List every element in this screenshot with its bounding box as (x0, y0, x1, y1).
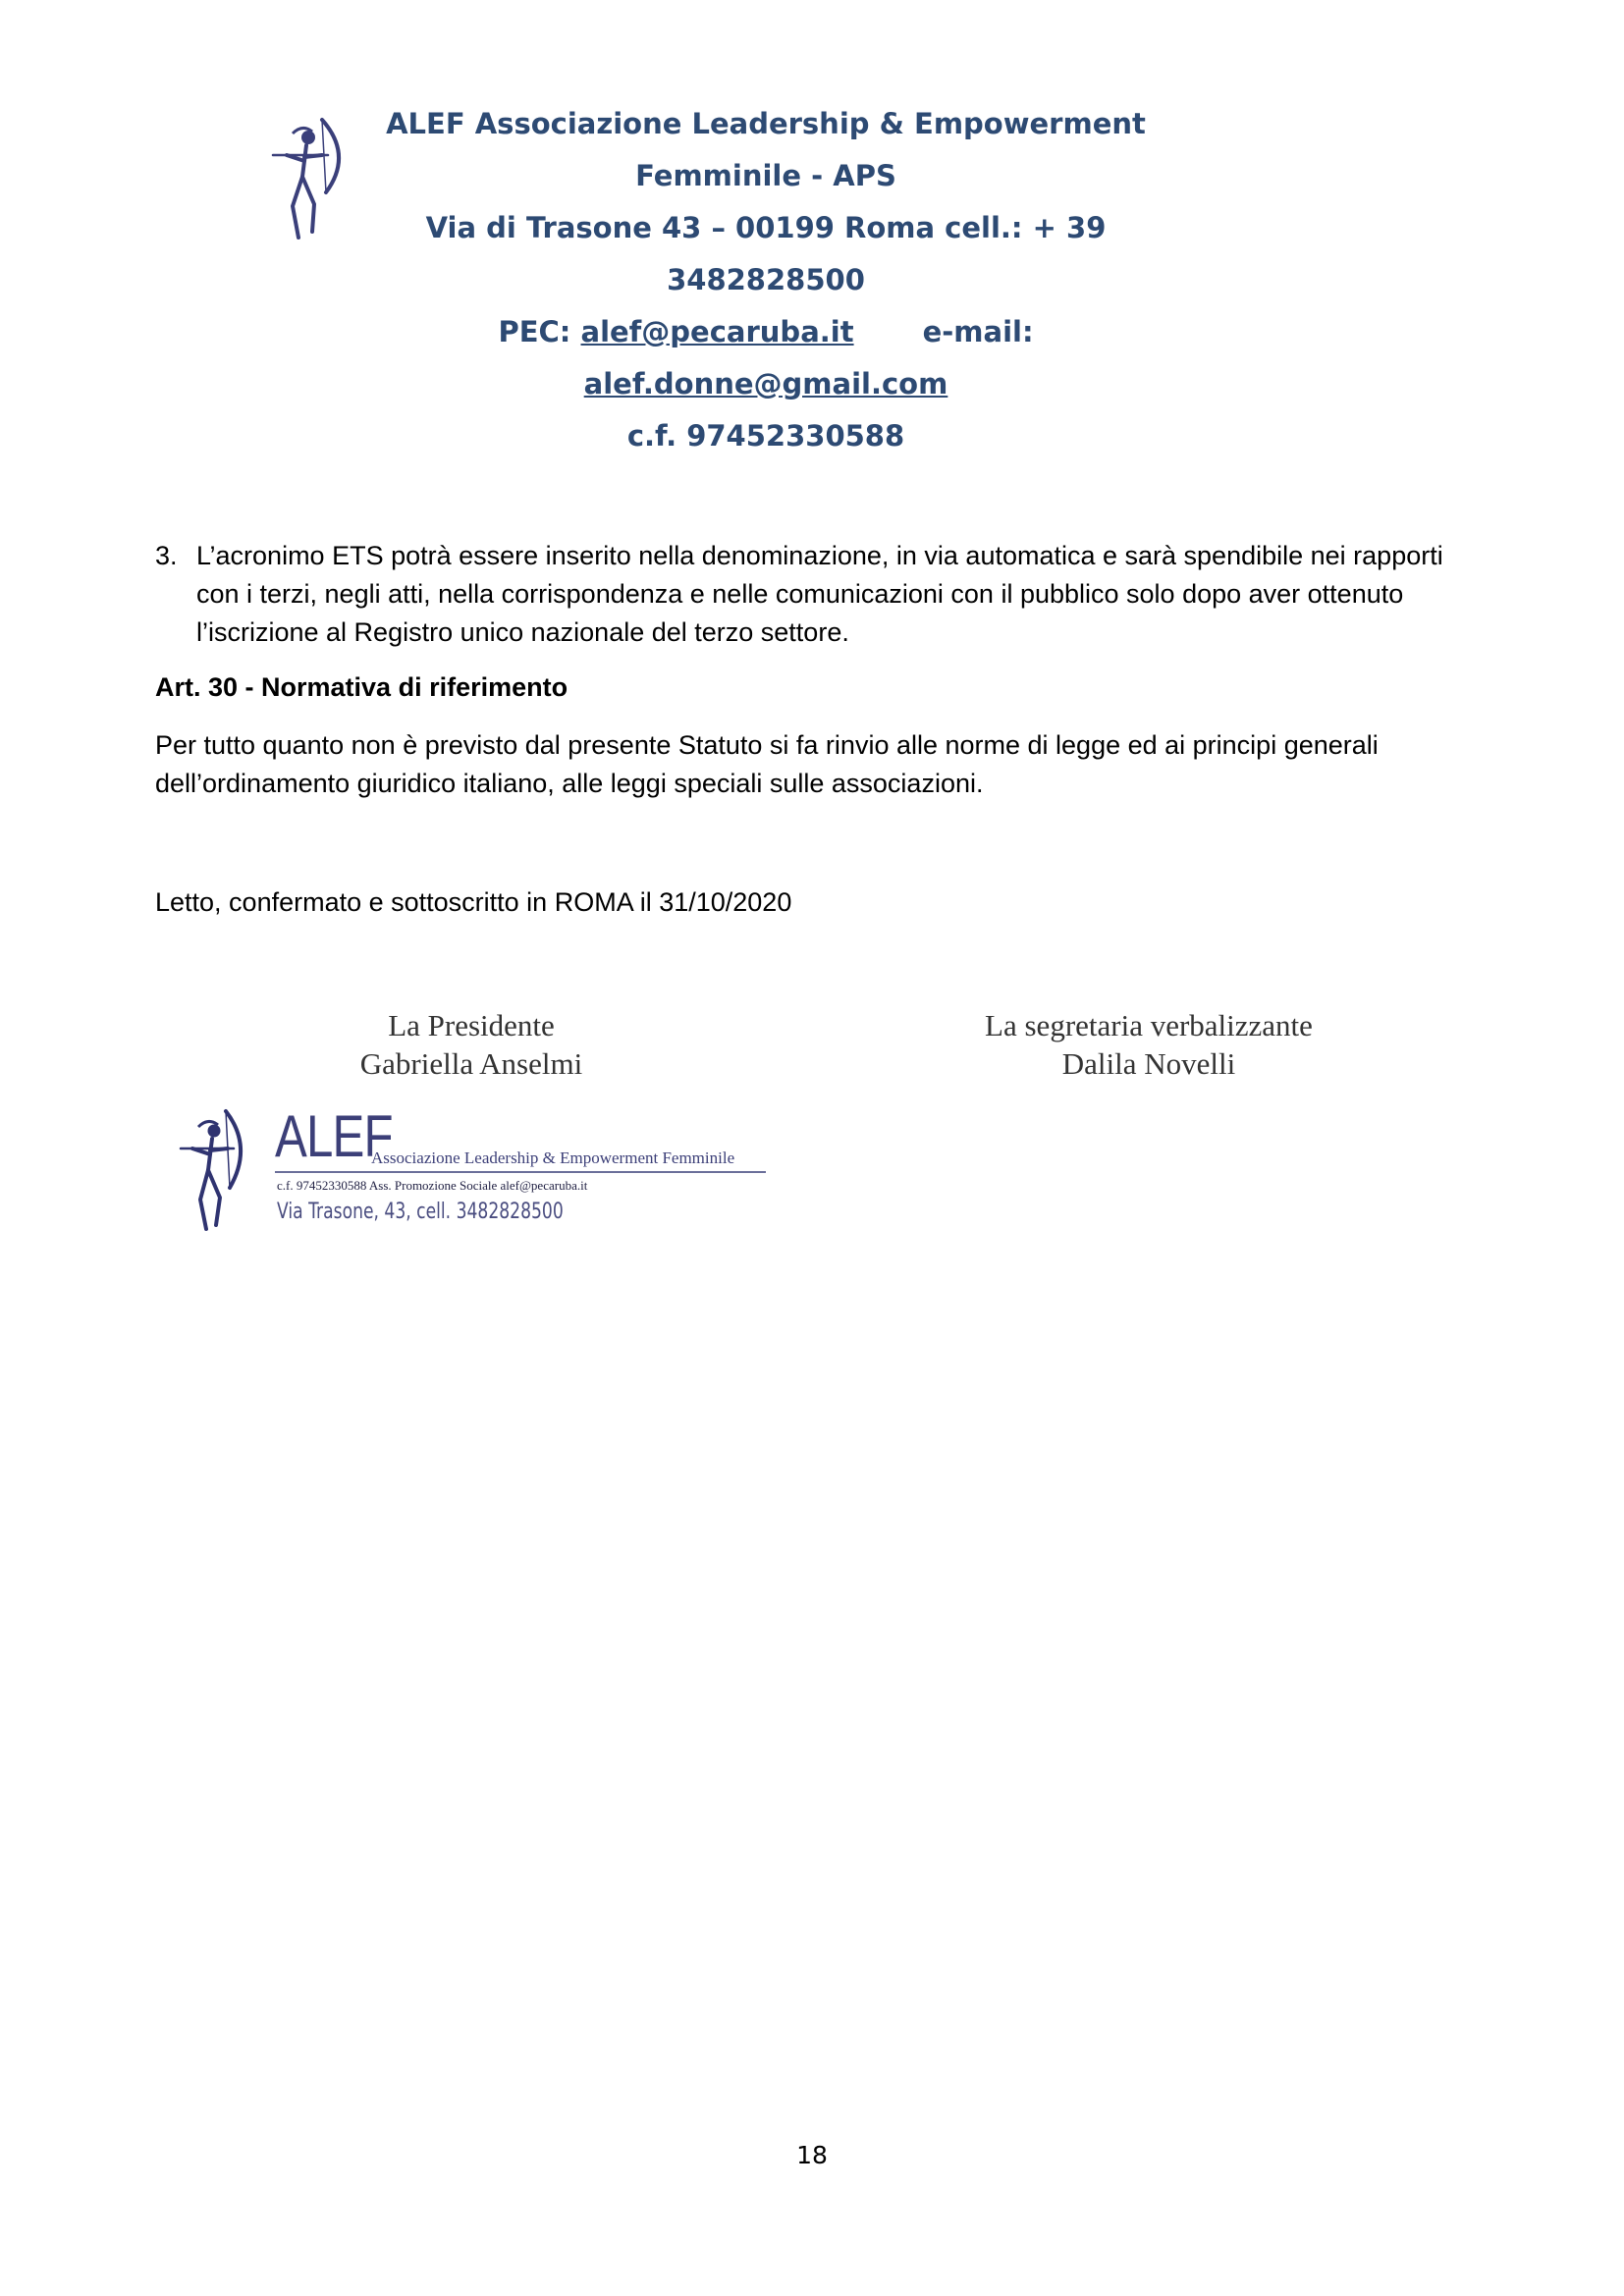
list-item (155, 537, 1471, 652)
document-body (155, 537, 1471, 803)
closing-statement: Letto, confermato e sottoscritto in ROMA il 31/10/2020 (155, 887, 792, 917)
association-stamp (177, 1103, 785, 1235)
signature-secretary (943, 1006, 1355, 1083)
signature-role: La segretaria verbalizzante (985, 1008, 1313, 1042)
tax-code: c.f. 97452330588 (626, 419, 905, 453)
letterhead-phone: 3482828500 (667, 263, 865, 296)
stamp-details: c.f. 97452330588 Ass. Promozione Sociale alef@pecaruba.it (277, 1178, 588, 1193)
archer-stamp-icon (177, 1107, 253, 1233)
letterhead-contact-line (373, 306, 1159, 358)
stamp-name: ALEF (275, 1103, 393, 1169)
list-item-number: 3. (155, 541, 178, 570)
letterhead-address: Via di Trasone 43 – 00199 Roma cell.: + 39 (425, 211, 1107, 244)
signature-role: La Presidente (388, 1008, 555, 1042)
letterhead-title: ALEF Associazione Leadership & Empowerment (386, 107, 1146, 140)
email-line (373, 358, 1159, 410)
signature-president (324, 1006, 619, 1083)
stamp-tagline: Associazione Leadership & Empowerment Femminile (371, 1148, 735, 1167)
stamp-divider (275, 1171, 766, 1173)
article-heading: Art. 30 - Normativa di riferimento (155, 672, 568, 702)
pec-label: PEC: (498, 315, 571, 348)
signature-name: Gabriella Anselmi (359, 1046, 583, 1081)
email-link[interactable]: alef.donne@gmail.com (583, 367, 948, 400)
letterhead (373, 98, 1159, 462)
list-item-text: L’acronimo ETS potrà essere inserito nella denominazione, in via automatica e sarà spendibile nei rapporti con i terzi, negli atti, nella corrispondenza e nelle comunicazioni con il pubblico solo dopo aver ottenuto l’iscrizione al Registro unico nazionale del terzo settore. (196, 541, 1443, 647)
signature-name: Dalila Novelli (1061, 1046, 1236, 1081)
archer-logo-icon (263, 116, 353, 241)
pec-email-link[interactable]: alef@pecaruba.it (580, 315, 854, 348)
article-text: Per tutto quanto non è previsto dal presente Statuto si fa rinvio alle norme di legge ed ai principi generali dell’ordinamento giuridico italiano, alle leggi speciali sulle associazioni. (155, 730, 1379, 798)
email-label: e-mail: (922, 315, 1034, 348)
stamp-address: Via Trasone, 43, cell. 3482828500 (277, 1200, 564, 1224)
page-number: 18 (796, 2141, 828, 2169)
letterhead-subtitle: Femminile - APS (635, 159, 896, 192)
